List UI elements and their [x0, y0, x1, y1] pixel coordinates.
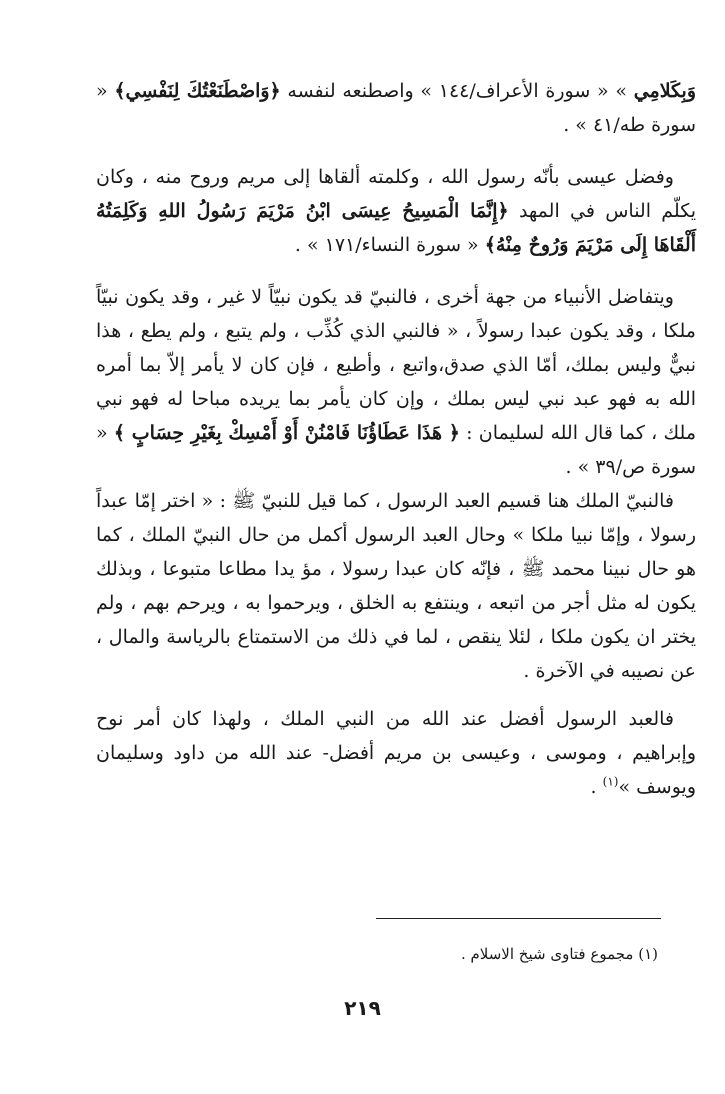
footnote-reference[interactable]: (١) — [602, 774, 619, 789]
footnote-separator — [376, 918, 661, 919]
text-segment: . — [590, 776, 603, 798]
paragraph-2 — [96, 160, 696, 262]
page-number: ٢١٩ — [344, 996, 381, 1020]
quran-verse: وَبِكَلامِي — [633, 80, 697, 102]
text-segment: فالعبد الرسول أفضل عند الله من النبي الملك ، ولهذا كان أمر نوح وإبراهيم ، وموسى ، وعيسى بن مريم أفضل- عند الله من داود وسليمان ويوسف » — [96, 708, 696, 798]
quran-verse: ﴿ هَذَا عَطَاؤُنَا فَامْنُنْ أَوْ أَمْسِكْ بِغَيْرِ حِسَابٍ ﴾ — [113, 422, 460, 444]
text-segment: ويتفاضل الأنبياء من جهة أخرى ، فالنبيّ قد يكون نبيّاً لا غير ، وقد يكون نبيّاً ملكا ، وقد يكون عبدا رسولاً ، « فالنبي الذي كُذِّب ، ولم يتبع ، ولم يطع ، هذا نبيٌّ وليس بملك، أمّا الذي صدق،واتبع ، وأطيع ، فإن كان لا يأمر إلاّ بما أمره الله به فهو عبد نبي ليس بملك ، وإن كان يأمر بما يريده مباحا له فهو نبي ملك ، كما قال الله لسليمان : — [96, 286, 696, 444]
text-segment: فالنبيّ الملك هنا قسيم العبد الرسول ، كما قيل للنبيّ ﷺ : « اختر إمّا عبداً رسولا ، وإمّا نبيا ملكا » وحال العبد الرسول أكمل من حال النبيّ الملك ، كما هو حال نبينا محمد ﷺ ، فإنّه كان عبدا رسولا ، مؤ يدا مطاعا متبوعا ، وبذلك يكون له مثل أجر من اتبعه ، وينتفع به الخلق ، ويرحموا به ، ويرحم بهم ، ولم يختر ان يكون ملكا ، لئلا ينقص ، لما في ذلك من الاستمتاع بالرياسة والمال ، عن نصيبه في الآخرة . — [96, 490, 696, 682]
footnote: (١) مجموع فتاوى شيخ الاسلام . — [460, 945, 658, 963]
paragraph-4 — [96, 484, 696, 688]
paragraph-3 — [96, 280, 696, 484]
quran-verse: ﴿وَاصْطَنَعْتُكَ لِنَفْسِي﴾ — [114, 80, 281, 102]
text-segment: « سورة طه/٤١ » . — [96, 80, 696, 136]
text-segment: » « سورة الأعراف/١٤٤ » واصطنعه لنفسه — [280, 80, 627, 102]
text-segment: « سورة ص/٣٩ » . — [96, 422, 696, 478]
text-segment: وفضل عيسى بأنّه رسول الله ، وكلمته ألقاها إلى مريم وروح منه ، وكان يكلّم الناس في المهد — [96, 166, 696, 222]
paragraph-1 — [96, 74, 696, 142]
quran-verse: ﴿إِنَّمَا الْمَسِيحُ عِيسَى ابْنُ مَرْيَمَ رَسُولُ اللهِ وَكَلِمَتُهُ أَلْقَاهَا إِلَى مَرْيَمَ وَرُوحٌ مِنْهُ﴾ — [96, 200, 696, 256]
paragraph-5 — [96, 702, 696, 804]
text-segment: « سورة النساء/١٧١ » . — [294, 234, 479, 256]
